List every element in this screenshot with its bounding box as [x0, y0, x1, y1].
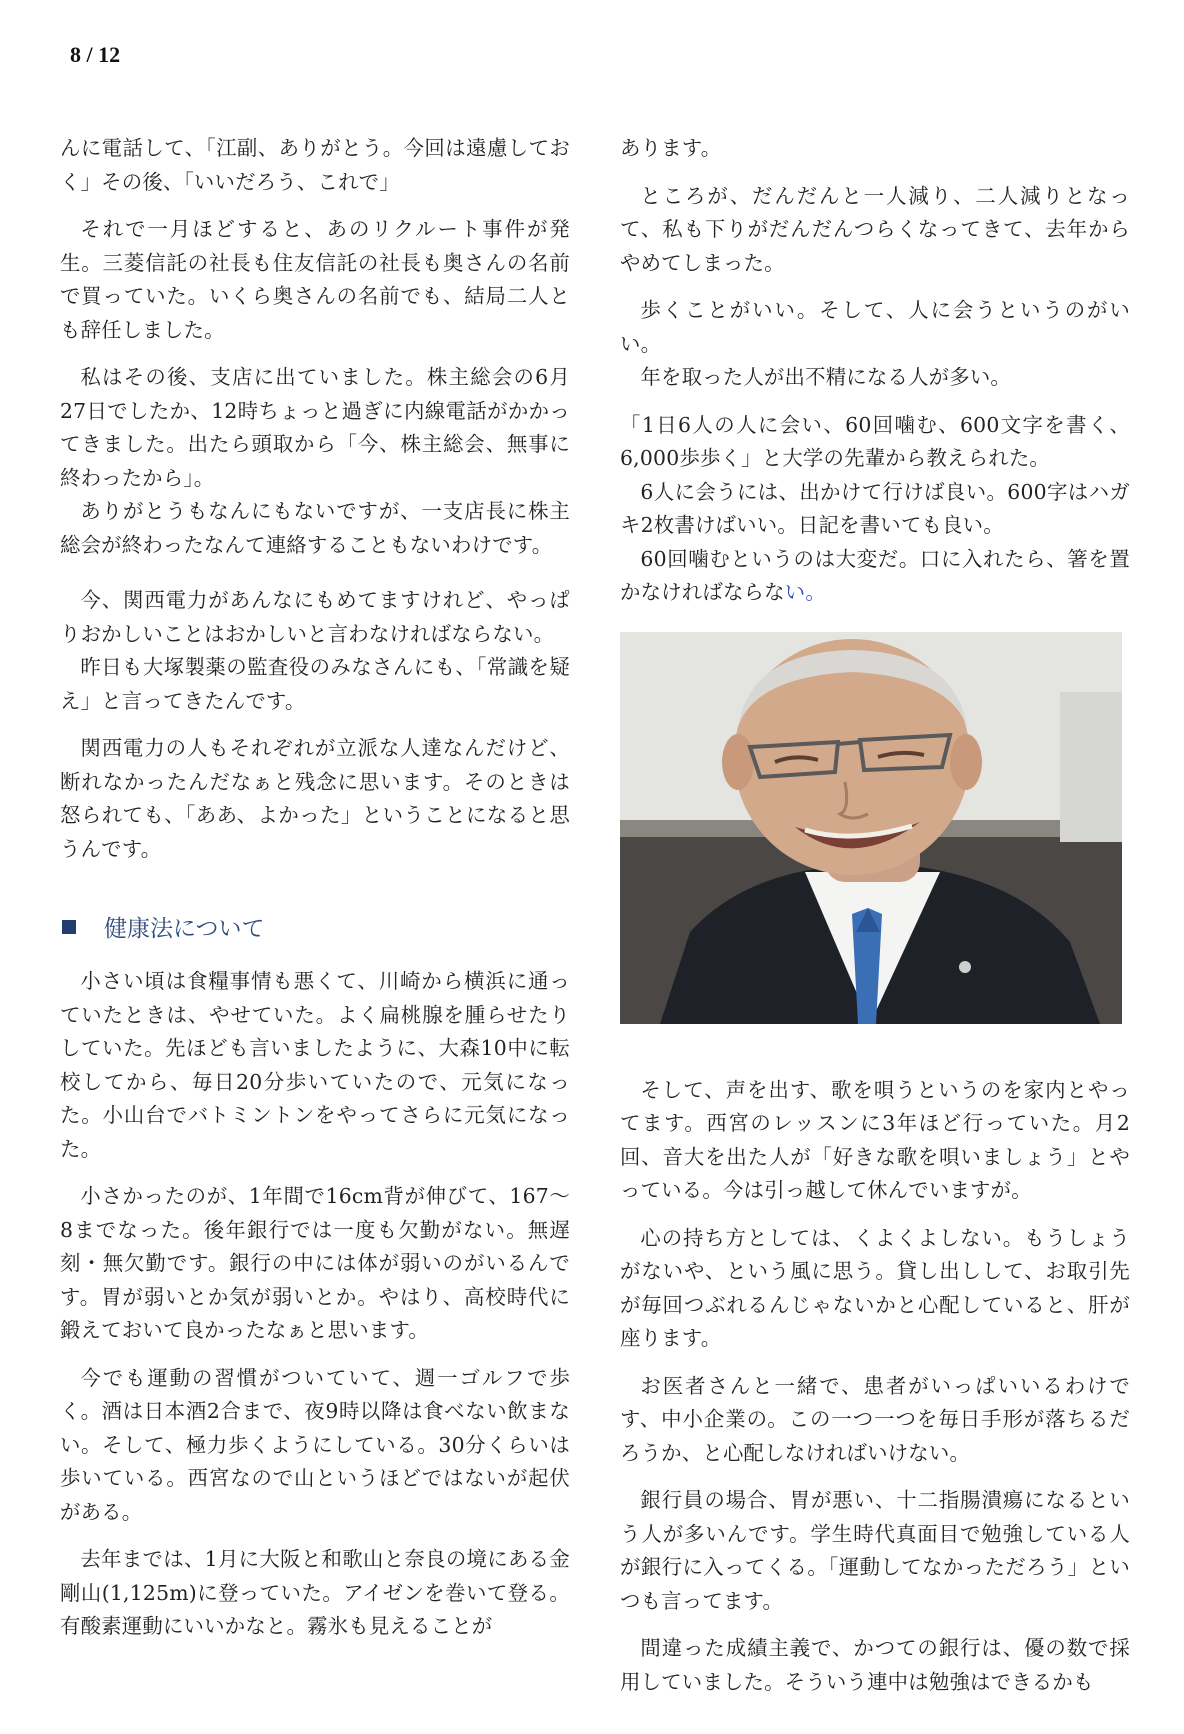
section-heading	[60, 910, 570, 943]
page-number: 8 / 12	[70, 42, 121, 67]
paragraph: ありがとうもなんにもないですが、一支店長に株主総会が終わったなんて連絡することもないわけです。	[60, 499, 570, 557]
paragraph: 去年までは、1月に大阪と和歌山と奈良の境にある金剛山(1,125m)に登っていた。アイゼンを巻いて登る。有酸素運動にいいかなと。霧氷も見えることが	[60, 1547, 570, 1638]
paragraph: 銀行員の場合、胃が悪い、十二指腸潰瘍になるという人が多いんです。学生時代真面目で勉強している人が銀行に入ってくる。「運動してなかっただろう」といつも言ってます。	[620, 1488, 1130, 1613]
heading-square-icon	[62, 920, 76, 934]
paragraph: 昨日も大塚製薬の監査役のみなさんにも、「常識を疑え」と言ってきたんです。	[60, 655, 570, 713]
paragraph: んに電話して、「江副、ありがとう。今回は遠慮しておく」その後、「いいだろう、これで」	[60, 136, 570, 194]
paragraph: お医者さんと一緒で、患者がいっぱいいるわけです、中小企業の。この一つ一つを毎日手形が落ちるだろうか、と心配しなければいけない。	[620, 1373, 1130, 1465]
paragraph: 心の持ち方としては、くよくよしない。もうしょうがないや、という風に思う。貸し出しして、お取引先が毎回つぶれるんじゃないかと心配していると、肝が座ります。	[620, 1225, 1130, 1350]
paragraph-text-highlight: い。	[784, 580, 826, 604]
paragraph: 間違った成績主義で、かつての銀行は、優の数で採用していました。そういう連中は勉強はできるかも	[620, 1636, 1130, 1694]
paragraph: 今、関西電力があんなにもめてますけれど、やっぱりおかしいことはおかしいと言わなければならない。	[60, 588, 570, 646]
paragraph: ところが、だんだんと一人減り、二人減りとなって、私も下りがだんだんつらくなってきて、去年からやめてしまった。	[620, 183, 1130, 275]
left-column	[60, 132, 570, 1658]
paragraph: 小さかったのが、1年間で16cm背が伸びて、167～8までなった。後年銀行では一度も欠勤がない。無遅刻・無欠勤です。銀行の中には体が弱いのがいるんです。胃が弱いとか気が弱いとか。やはり、高校時代に鍛えておいて良かったなぁと思います。	[60, 1184, 570, 1342]
paragraph	[620, 543, 1130, 610]
paragraph: 「1日6人の人に会い、60回噛む、600文字を書く、6,000歩歩く」と大学の先輩から教えられた。	[620, 412, 1130, 470]
paragraph: 年を取った人が出不精になる人が多い。	[640, 365, 1012, 389]
portrait-photo	[620, 632, 1122, 1024]
right-column	[620, 132, 1130, 1713]
paragraph: 関西電力の人もそれぞれが立派な人達なんだけど、断れなかったんだなぁと残念に思います。そのときは怒られても、「ああ、よかった」ということになると思うんです。	[60, 736, 570, 861]
heading-text: 健康法について	[104, 916, 265, 942]
paragraph: 今でも運動の習慣がついていて、週一ゴルフで歩く。酒は日本酒2合まで、夜9時以降は食べない飲まない。そして、極力歩くようにしている。30分くらいは歩いている。西宮なので山というほどではないが起伏がある。	[60, 1365, 570, 1524]
paragraph: 私はその後、支店に出ていました。株主総会の6月27日でしたか、12時ちょっと過ぎに内線電話がかかってきました。出たら頭取から「今、株主総会、無事に終わったから」。	[60, 365, 570, 490]
paragraph-text: 60回噛むというのは大変だ。口に入れたら、箸を置かなければならな	[620, 546, 1130, 604]
portrait-illustration	[620, 632, 1122, 1024]
paragraph: それで一月ほどすると、あのリクルート事件が発生。三菱信託の社長も住友信託の社長も奥さんの名前で買っていた。いくら奥さんの名前でも、結局二人とも辞任しました。	[60, 217, 570, 342]
paragraph: 小さい頃は食糧事情も悪くて、川崎から横浜に通っていたときは、やせていた。よく扁桃腺を腫らせたりしていた。先ほども言いましたように、大森10中に転校してから、毎日20分歩いていたので、元気になった。小山台でバトミントンをやってさらに元気になった。	[60, 969, 570, 1161]
paragraph: あります。	[620, 136, 722, 160]
paragraph: そして、声を出す、歌を唄うというのを家内とやってます。西宮のレッスンに3年ほど行っていた。月2回、音大を出た人が「好きな歌を唄いましょう」とやっている。今は引っ越して休んでいますが。	[620, 1077, 1130, 1202]
paragraph: 歩くことがいい。そして、人に会うというのがいい。	[620, 298, 1130, 356]
paragraph: 6人に会うには、出かけて行けば良い。600字はハガキ2枚書けばいい。日記を書いても良い。	[620, 479, 1130, 537]
